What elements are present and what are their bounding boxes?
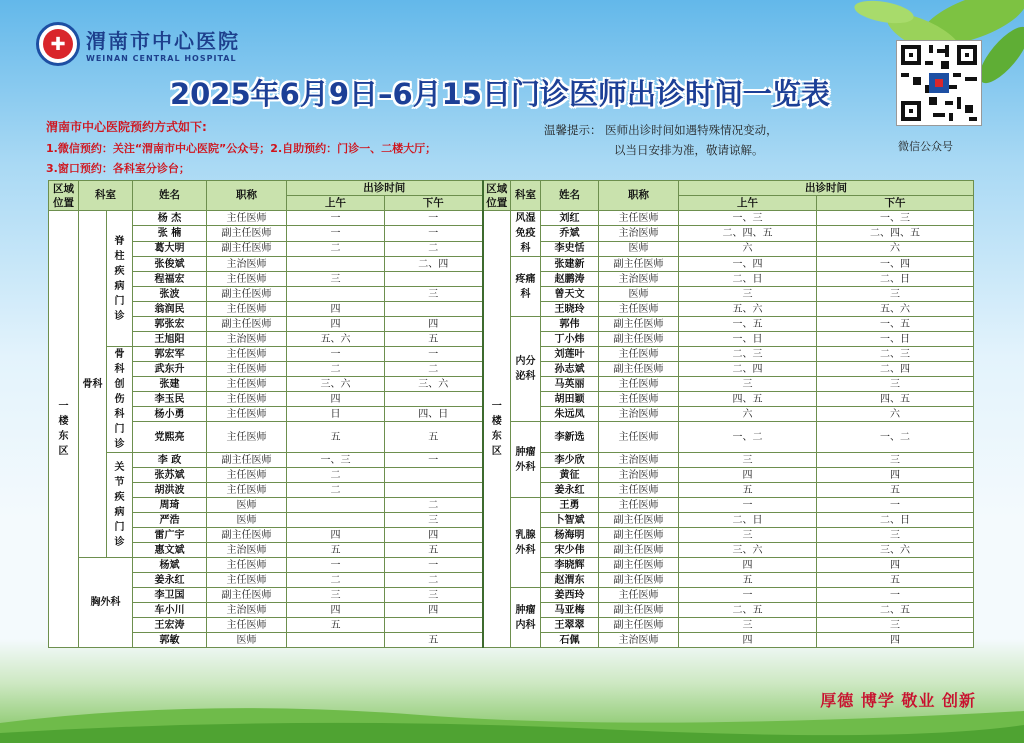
- doctor-am: 四: [287, 317, 385, 332]
- doctor-pm: 一: [385, 558, 483, 573]
- doctor-pm: 五: [385, 332, 483, 347]
- doctor-am-right: 二、三: [679, 347, 817, 362]
- doctor-name-right: 杨海明: [541, 528, 599, 543]
- doctor-pm: 二: [385, 241, 483, 256]
- doctor-name-right: 郭伟: [541, 317, 599, 332]
- header-title-right: 职称: [599, 181, 679, 211]
- doctor-pm: 五: [385, 633, 483, 648]
- doctor-pm-right: 二、日: [817, 272, 974, 287]
- doctor-pm: [385, 618, 483, 633]
- header-time: 出诊时间: [287, 181, 483, 196]
- doctor-title-right: 主任医师: [599, 588, 679, 603]
- qr-code-icon: [896, 40, 982, 126]
- doctor-title-right: 主治医师: [599, 468, 679, 483]
- doctor-title-right: 主治医师: [599, 407, 679, 422]
- doctor-name: 惠文斌: [133, 543, 207, 558]
- doctor-am-right: 六: [679, 241, 817, 256]
- doctor-am-right: 三: [679, 528, 817, 543]
- doctor-am-right: 一、三: [679, 211, 817, 226]
- doctor-name: 姜永红: [133, 573, 207, 588]
- header-dept: 科室: [79, 181, 133, 211]
- doctor-am: [287, 513, 385, 528]
- doctor-am-right: 五: [679, 573, 817, 588]
- doctor-am-right: 二、四: [679, 362, 817, 377]
- doctor-am: 五、六: [287, 332, 385, 347]
- doctor-pm-right: 六: [817, 407, 974, 422]
- doctor-pm-right: 一: [817, 588, 974, 603]
- doctor-pm: [385, 483, 483, 498]
- doctor-name-right: 王勇: [541, 498, 599, 513]
- doctor-title-right: 副主任医师: [599, 513, 679, 528]
- hospital-logo: [36, 22, 240, 66]
- doctor-pm: [385, 468, 483, 483]
- subdept-cell: 关节疾病门诊: [107, 453, 133, 558]
- doctor-pm-right: 五: [817, 573, 974, 588]
- hospital-motto: 厚德 博学 敬业 创新: [820, 691, 976, 710]
- doctor-pm: 三: [385, 588, 483, 603]
- doctor-am-right: 四: [679, 468, 817, 483]
- doctor-name-right: 张建新: [541, 257, 599, 272]
- appointment-heading: 渭南市中心医院预约方式如下:: [46, 120, 207, 134]
- doctor-pm-right: 四: [817, 468, 974, 483]
- area-cell-right: 一楼东区: [483, 211, 511, 648]
- doctor-title-right: 主治医师: [599, 272, 679, 287]
- doctor-am-right: 四、五: [679, 392, 817, 407]
- doctor-title: 主任医师: [207, 422, 287, 453]
- doctor-name-right: 乔斌: [541, 226, 599, 241]
- doctor-am: 日: [287, 407, 385, 422]
- doctor-am: 五: [287, 422, 385, 453]
- doctor-pm: [385, 272, 483, 287]
- doctor-name: 周琦: [133, 498, 207, 513]
- doctor-name: 李 政: [133, 453, 207, 468]
- doctor-name-right: 李少欣: [541, 453, 599, 468]
- doctor-am-right: 三: [679, 453, 817, 468]
- notice-line-1: 温馨提示： 医师出诊时间如遇特殊情况变动，: [544, 123, 778, 137]
- doctor-name-right: 黄征: [541, 468, 599, 483]
- doctor-title: 主任医师: [207, 302, 287, 317]
- doctor-am: 四: [287, 603, 385, 618]
- doctor-name: 程福宏: [133, 272, 207, 287]
- subdept-cell: 骨科创伤科门诊: [107, 347, 133, 453]
- page-title: 2025年6月9日–6月15日门诊医师出诊时间一览表: [169, 77, 831, 111]
- dept-cell-right: 肿瘤外科: [511, 422, 541, 498]
- header-name: 姓名: [133, 181, 207, 211]
- area-cell-left: 一楼东区: [49, 211, 79, 648]
- doctor-name-right: 刘莲叶: [541, 347, 599, 362]
- doctor-name: 葛大明: [133, 241, 207, 256]
- doctor-pm: 二: [385, 362, 483, 377]
- doctor-am: [287, 257, 385, 272]
- doctor-title-right: 副主任医师: [599, 332, 679, 347]
- doctor-am-right: 三、六: [679, 543, 817, 558]
- doctor-name: 李玉民: [133, 392, 207, 407]
- table-row: [49, 498, 974, 513]
- doctor-pm-right: 三: [817, 377, 974, 392]
- doctor-am: 二: [287, 241, 385, 256]
- doctor-am: 二: [287, 483, 385, 498]
- doctor-pm: 四: [385, 528, 483, 543]
- doctor-title: 主任医师: [207, 618, 287, 633]
- doctor-pm-right: 三: [817, 287, 974, 302]
- doctor-title: 主治医师: [207, 332, 287, 347]
- doctor-pm-right: 六: [817, 241, 974, 256]
- doctor-pm: 二: [385, 498, 483, 513]
- doctor-name-right: 李史恬: [541, 241, 599, 256]
- doctor-title: 主任医师: [207, 483, 287, 498]
- doctor-name-right: 丁小炜: [541, 332, 599, 347]
- doctor-name: 张建: [133, 377, 207, 392]
- doctor-pm-right: 二、五: [817, 603, 974, 618]
- doctor-name: 严浩: [133, 513, 207, 528]
- table-row: [49, 257, 974, 272]
- doctor-name: 杨 杰: [133, 211, 207, 226]
- doctor-title-right: 医师: [599, 287, 679, 302]
- doctor-pm-right: 五、六: [817, 302, 974, 317]
- doctor-name: 张俊斌: [133, 257, 207, 272]
- doctor-pm: [385, 302, 483, 317]
- doctor-title-right: 主治医师: [599, 226, 679, 241]
- hospital-name-en: WEINAN CENTRAL HOSPITAL: [86, 54, 237, 63]
- doctor-pm-right: 四: [817, 633, 974, 648]
- doctor-pm: 四、日: [385, 407, 483, 422]
- doctor-name: 武东升: [133, 362, 207, 377]
- doctor-am-right: 五、六: [679, 302, 817, 317]
- doctor-title-right: 副主任医师: [599, 362, 679, 377]
- doctor-am: [287, 287, 385, 302]
- dept-cell-thoracic: 胸外科: [79, 558, 133, 648]
- doctor-am-right: 一: [679, 498, 817, 513]
- doctor-title: 医师: [207, 513, 287, 528]
- doctor-pm-right: 三、六: [817, 543, 974, 558]
- table-header-row: [49, 181, 974, 196]
- notice-line-2: 以当日安排为准，敬请谅解。: [614, 143, 764, 157]
- doctor-name-right: 石佩: [541, 633, 599, 648]
- doctor-title-right: 副主任医师: [599, 257, 679, 272]
- doctor-title: 主任医师: [207, 272, 287, 287]
- doctor-pm: 一: [385, 226, 483, 241]
- doctor-title-right: 主任医师: [599, 422, 679, 453]
- doctor-name-right: 李新选: [541, 422, 599, 453]
- doctor-name: 翁润民: [133, 302, 207, 317]
- doctor-name-right: 孙志斌: [541, 362, 599, 377]
- doctor-am-right: 三: [679, 618, 817, 633]
- doctor-pm-right: 三: [817, 618, 974, 633]
- doctor-pm-right: 一、日: [817, 332, 974, 347]
- doctor-title: 主任医师: [207, 377, 287, 392]
- doctor-am: 二: [287, 573, 385, 588]
- doctor-title-right: 主任医师: [599, 498, 679, 513]
- doctor-pm-right: 四: [817, 558, 974, 573]
- dept-cell-orthopedics: 骨科: [79, 211, 107, 558]
- doctor-name: 张苏斌: [133, 468, 207, 483]
- doctor-title: 主任医师: [207, 211, 287, 226]
- doctor-pm: 三、六: [385, 377, 483, 392]
- doctor-title: 主任医师: [207, 468, 287, 483]
- doctor-pm-right: 一、五: [817, 317, 974, 332]
- doctor-title: 副主任医师: [207, 241, 287, 256]
- doctor-am: 三: [287, 588, 385, 603]
- doctor-name-right: 马英丽: [541, 377, 599, 392]
- hospital-name-cn: 渭南市中心医院: [86, 29, 240, 53]
- doctor-pm-right: 一、三: [817, 211, 974, 226]
- header-name-right: 姓名: [541, 181, 599, 211]
- doctor-pm-right: 四、五: [817, 392, 974, 407]
- doctor-title: 副主任医师: [207, 287, 287, 302]
- doctor-am: 五: [287, 618, 385, 633]
- doctor-am: 三: [287, 272, 385, 287]
- doctor-pm: 一: [385, 453, 483, 468]
- table-row: [49, 317, 974, 332]
- doctor-title: 主治医师: [207, 257, 287, 272]
- doctor-name-right: 卜智斌: [541, 513, 599, 528]
- doctor-name-right: 赵鹏涛: [541, 272, 599, 287]
- doctor-pm: 二: [385, 573, 483, 588]
- dept-cell-right: 内分泌科: [511, 317, 541, 422]
- doctor-pm: 四: [385, 603, 483, 618]
- doctor-title: 医师: [207, 633, 287, 648]
- doctor-am-right: 三: [679, 287, 817, 302]
- doctor-name-right: 王晓玲: [541, 302, 599, 317]
- dept-cell-right: 乳腺外科: [511, 498, 541, 588]
- doctor-am: [287, 633, 385, 648]
- doctor-title-right: 主治医师: [599, 453, 679, 468]
- doctor-name-right: 姜西玲: [541, 588, 599, 603]
- doctor-am: 二: [287, 362, 385, 377]
- doctor-name-right: 朱远凤: [541, 407, 599, 422]
- doctor-am: 二: [287, 468, 385, 483]
- dept-cell-right: 疼痛科: [511, 257, 541, 317]
- doctor-am: [287, 498, 385, 513]
- table-row: [49, 588, 974, 603]
- doctor-title: 副主任医师: [207, 528, 287, 543]
- doctor-title: 主任医师: [207, 392, 287, 407]
- doctor-am-right: 二、日: [679, 272, 817, 287]
- doctor-name: 王宏涛: [133, 618, 207, 633]
- doctor-name-right: 李晓辉: [541, 558, 599, 573]
- header-area: 区域位置: [49, 181, 79, 211]
- doctor-am-right: 一、日: [679, 332, 817, 347]
- header-pm: 下午: [385, 196, 483, 211]
- header-pm-right: 下午: [817, 196, 974, 211]
- doctor-title: 主任医师: [207, 362, 287, 377]
- doctor-am-right: 二、五: [679, 603, 817, 618]
- doctor-am-right: 二、日: [679, 513, 817, 528]
- doctor-name: 杨小勇: [133, 407, 207, 422]
- doctor-am: 四: [287, 528, 385, 543]
- doctor-title-right: 主任医师: [599, 302, 679, 317]
- doctor-pm-right: 三: [817, 453, 974, 468]
- doctor-name: 郭宏军: [133, 347, 207, 362]
- doctor-pm-right: 二、四、五: [817, 226, 974, 241]
- doctor-name-right: 刘红: [541, 211, 599, 226]
- doctor-am: 五: [287, 543, 385, 558]
- doctor-title: 副主任医师: [207, 317, 287, 332]
- doctor-pm: 三: [385, 287, 483, 302]
- doctor-name: 党熙亮: [133, 422, 207, 453]
- doctor-am-right: 五: [679, 483, 817, 498]
- doctor-pm-right: 一: [817, 498, 974, 513]
- doctor-title: 主任医师: [207, 347, 287, 362]
- doctor-pm: 五: [385, 422, 483, 453]
- doctor-pm: 五: [385, 543, 483, 558]
- schedule-table: [48, 180, 974, 648]
- doctor-name-right: 赵渭东: [541, 573, 599, 588]
- doctor-name: 郭敏: [133, 633, 207, 648]
- doctor-name: 李卫国: [133, 588, 207, 603]
- doctor-title: 主任医师: [207, 558, 287, 573]
- doctor-am-right: 二、四、五: [679, 226, 817, 241]
- doctor-pm: 三: [385, 513, 483, 528]
- dept-cell-right: 风湿免疫科: [511, 211, 541, 257]
- doctor-pm-right: 一、四: [817, 257, 974, 272]
- doctor-pm: 一: [385, 211, 483, 226]
- doctor-pm-right: 五: [817, 483, 974, 498]
- doctor-name: 王旭阳: [133, 332, 207, 347]
- header-am-right: 上午: [679, 196, 817, 211]
- doctor-title-right: 副主任医师: [599, 603, 679, 618]
- doctor-am-right: 一、五: [679, 317, 817, 332]
- doctor-name-right: 马亚梅: [541, 603, 599, 618]
- doctor-am: 四: [287, 302, 385, 317]
- qr-caption: 微信公众号: [898, 140, 953, 153]
- doctor-pm-right: 二、三: [817, 347, 974, 362]
- doctor-title-right: 主任医师: [599, 392, 679, 407]
- doctor-am: 一、三: [287, 453, 385, 468]
- doctor-name: 胡洪波: [133, 483, 207, 498]
- doctor-pm: 二、四: [385, 257, 483, 272]
- doctor-title-right: 副主任医师: [599, 618, 679, 633]
- doctor-pm-right: 一、二: [817, 422, 974, 453]
- doctor-pm-right: 二、日: [817, 513, 974, 528]
- doctor-am: 四: [287, 392, 385, 407]
- doctor-am: 一: [287, 226, 385, 241]
- doctor-name: 张 楠: [133, 226, 207, 241]
- doctor-title-right: 主任医师: [599, 377, 679, 392]
- doctor-am-right: 一、二: [679, 422, 817, 453]
- doctor-name: 张波: [133, 287, 207, 302]
- doctor-title-right: 主治医师: [599, 633, 679, 648]
- doctor-title: 主任医师: [207, 573, 287, 588]
- doctor-name: 雷广宇: [133, 528, 207, 543]
- doctor-am: 三、六: [287, 377, 385, 392]
- doctor-title: 副主任医师: [207, 226, 287, 241]
- doctor-title-right: 主任医师: [599, 483, 679, 498]
- doctor-pm: 一: [385, 347, 483, 362]
- header-am: 上午: [287, 196, 385, 211]
- doctor-title: 主治医师: [207, 543, 287, 558]
- doctor-title-right: 医师: [599, 241, 679, 256]
- doctor-title-right: 副主任医师: [599, 528, 679, 543]
- subdept-cell: 脊柱疾病门诊: [107, 211, 133, 347]
- doctor-title: 副主任医师: [207, 453, 287, 468]
- doctor-title: 医师: [207, 498, 287, 513]
- doctor-title-right: 副主任医师: [599, 573, 679, 588]
- doctor-am-right: 一、四: [679, 257, 817, 272]
- appointment-line-2: 3.窗口预约：各科室分诊台；: [46, 162, 190, 175]
- header-time-right: 出诊时间: [679, 181, 974, 196]
- doctor-pm-right: 三: [817, 528, 974, 543]
- doctor-am-right: 四: [679, 558, 817, 573]
- doctor-title-right: 副主任医师: [599, 317, 679, 332]
- doctor-title-right: 副主任医师: [599, 558, 679, 573]
- doctor-name-right: 王翠翠: [541, 618, 599, 633]
- doctor-name: 郭张宏: [133, 317, 207, 332]
- table-row: [49, 211, 974, 226]
- doctor-am-right: 四: [679, 633, 817, 648]
- doctor-pm: [385, 392, 483, 407]
- doctor-title: 主治医师: [207, 603, 287, 618]
- doctor-name: 杨斌: [133, 558, 207, 573]
- doctor-title: 副主任医师: [207, 588, 287, 603]
- header-dept-right: 科室: [511, 181, 541, 211]
- dept-cell-right: 肿瘤内科: [511, 588, 541, 648]
- doctor-name-right: 宋少伟: [541, 543, 599, 558]
- doctor-title-right: 主任医师: [599, 347, 679, 362]
- doctor-name-right: 曾天文: [541, 287, 599, 302]
- doctor-name-right: 姜永红: [541, 483, 599, 498]
- doctor-title-right: 主任医师: [599, 211, 679, 226]
- doctor-am-right: 六: [679, 407, 817, 422]
- doctor-am: 一: [287, 211, 385, 226]
- doctor-am-right: 三: [679, 377, 817, 392]
- doctor-pm-right: 二、四: [817, 362, 974, 377]
- table-row: [49, 422, 974, 453]
- doctor-name-right: 胡田颖: [541, 392, 599, 407]
- header-title: 职称: [207, 181, 287, 211]
- doctor-pm: 四: [385, 317, 483, 332]
- appointment-line-1: 1.微信预约：关注“渭南市中心医院”公众号；2.自助预约：门诊一、二楼大厅；: [46, 142, 437, 155]
- hospital-emblem-icon: ✚: [36, 22, 80, 66]
- doctor-title-right: 副主任医师: [599, 543, 679, 558]
- doctor-am: 一: [287, 347, 385, 362]
- doctor-am: 一: [287, 558, 385, 573]
- header-area-right: 区域位置: [483, 181, 511, 211]
- doctor-title: 主任医师: [207, 407, 287, 422]
- doctor-am-right: 一: [679, 588, 817, 603]
- doctor-name: 车小川: [133, 603, 207, 618]
